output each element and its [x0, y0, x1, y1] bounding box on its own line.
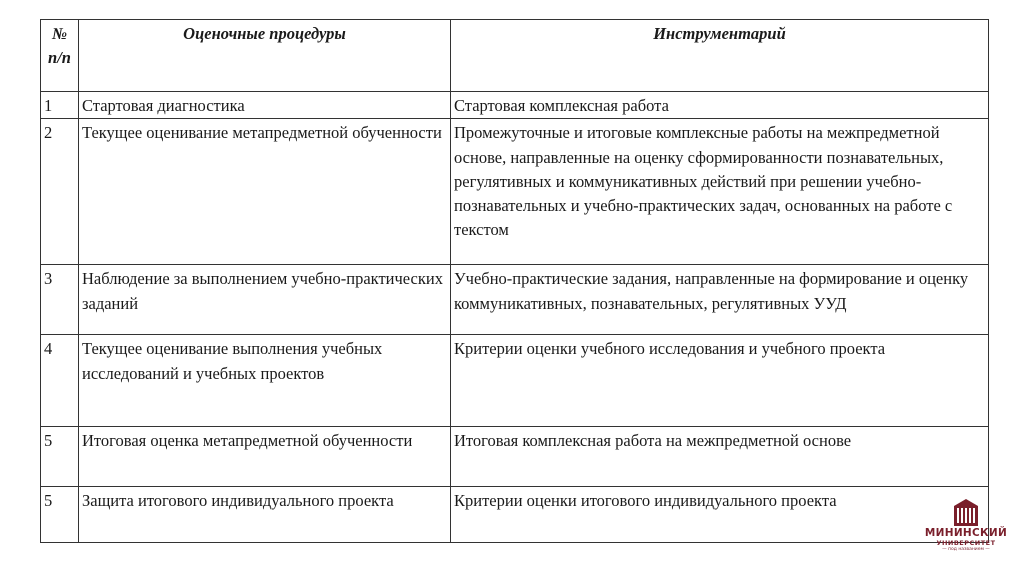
tool-cell: Промежуточные и итоговые комплексные работы на межпредметной основе, направленные на оценку сформированности познавательных, регулятивных и коммуникативных действий при решении учебно-познавательных и учебно-практических задач, основанных на работе с текстом: [451, 119, 989, 265]
tool-cell: Учебно-практические задания, направленные на формирование и оценку коммуникативных, познавательных, регулятивных УУД: [451, 265, 989, 335]
table-header-row: [41, 20, 989, 92]
row-number: 2: [41, 119, 79, 265]
logo-tagline: — под названием —: [942, 547, 990, 552]
tool-cell: Критерии оценки учебного исследования и учебного проекта: [451, 335, 989, 427]
row-number: 1: [41, 92, 79, 119]
procedure-cell: Текущее оценивание метапредметной обученности: [79, 119, 451, 265]
logo-subtitle: УНИВЕРСИТЕТ: [936, 539, 996, 547]
procedure-cell: Наблюдение за выполнением учебно-практических заданий: [79, 265, 451, 335]
header-procedures: Оценочные процедуры: [79, 20, 451, 92]
row-number: 5: [41, 427, 79, 487]
table-row: [41, 487, 989, 543]
row-number: 5: [41, 487, 79, 543]
tool-cell: Стартовая комплексная работа: [451, 92, 989, 119]
table-row: [41, 92, 989, 119]
logo-title: МИНИНСКИЙ: [924, 527, 1008, 539]
procedure-cell: Стартовая диагностика: [79, 92, 451, 119]
building-icon: [951, 498, 981, 528]
table-row: [41, 265, 989, 335]
table-row: [41, 427, 989, 487]
row-number: 4: [41, 335, 79, 427]
table-row: [41, 119, 989, 265]
tool-cell: Критерии оценки итогового индивидуального проекта: [451, 487, 989, 543]
procedure-cell: Текущее оценивание выполнения учебных исследований и учебных проектов: [79, 335, 451, 427]
procedure-cell: Итоговая оценка метапредметной обученности: [79, 427, 451, 487]
header-tools: Инструментарий: [451, 20, 989, 92]
assessment-table: [40, 19, 989, 543]
tool-cell: Итоговая комплексная работа на межпредметной основе: [451, 427, 989, 487]
header-num: № п/п: [41, 20, 79, 92]
procedure-cell: Защита итогового индивидуального проекта: [79, 487, 451, 543]
university-logo: [918, 498, 1014, 570]
table-row: [41, 335, 989, 427]
row-number: 3: [41, 265, 79, 335]
